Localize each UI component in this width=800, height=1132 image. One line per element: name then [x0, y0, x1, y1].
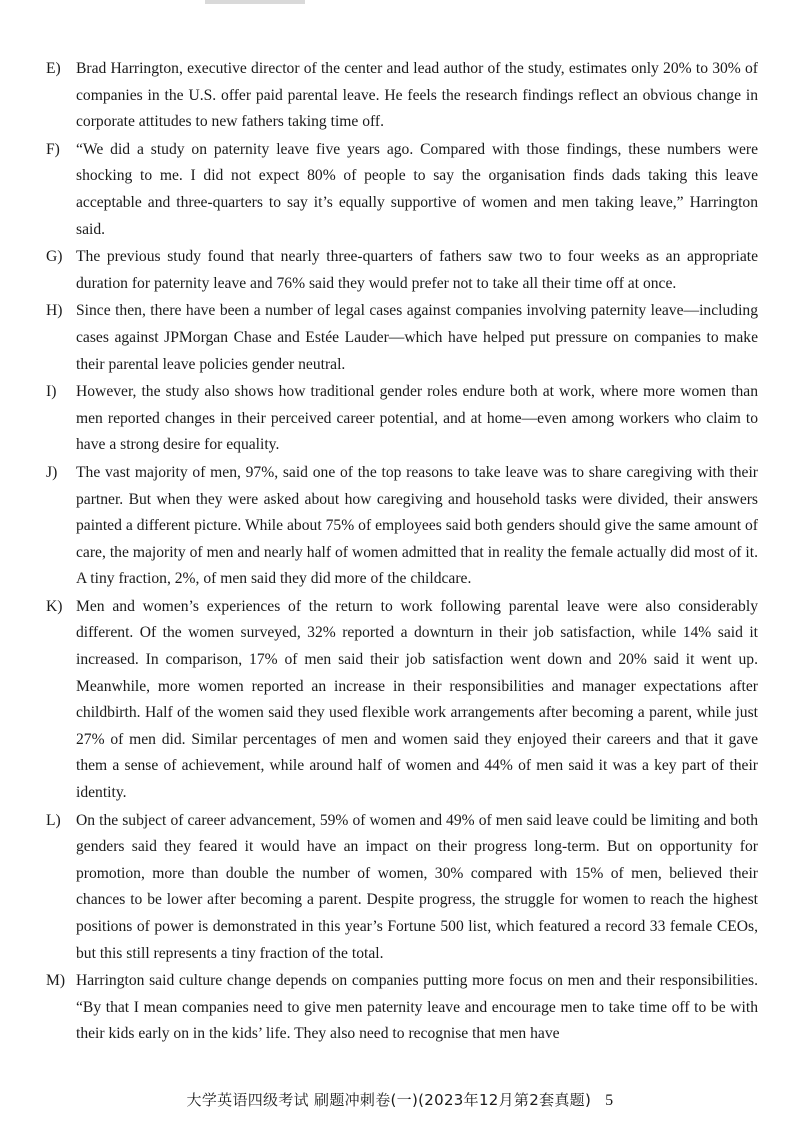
paragraph-text: Brad Harrington, executive director of the center and lead author of the study, estimates only 20% to 30% of companies in the U.S. offer paid parental leave. He feels the research findings reflect an obvious change in corporate attitudes to new fathers taking time off.	[76, 60, 758, 131]
footer-title: 大学英语四级考试 刷题冲刺卷(一)(2023年12月第2套真题)	[186, 1091, 592, 1109]
paragraph-text: On the subject of career advancement, 59% of women and 49% of men said leave could be limiting and both genders said they feared it would have an impact on their progress long-term. But on opportunity for promotion, more than double the number of women, 30% compared with 15% of men, believed their chances to be lower after becoming a parent. Despite progress, the struggle for women to reach the highest positions of power is demonstrated in this year’s Fortune 500 list, which featured a record 33 female CEOs, but this still represents a tiny fraction of the total.	[76, 811, 758, 962]
paragraph-label: M)	[46, 972, 66, 990]
paragraph-h	[46, 298, 758, 378]
paragraph-e	[46, 56, 758, 136]
paragraph-label: H)	[46, 302, 63, 320]
page-footer	[0, 1089, 800, 1110]
scan-top-edge-mark	[205, 0, 305, 4]
document-page	[46, 56, 758, 1048]
paragraph-label: I)	[46, 383, 57, 401]
paragraph-label: E)	[46, 60, 61, 77]
paragraph-m	[46, 968, 758, 1048]
paragraph-label: L)	[46, 811, 61, 829]
paragraph-label: K)	[46, 597, 63, 615]
paragraph-text: Men and women’s experiences of the return to work following parental leave were also considerably different. Of the women surveyed, 32% reported a downturn in their job satisfaction, while 14% said it increased. In comparison, 17% of men said their job satisfaction went down and 20% said it went up. Meanwhile, more women reported an increase in their responsibilities and manager expectations after childbirth. Half of the women said they used flexible work arrangements after becoming a parent, while just 27% of men did. Similar percentages of men and women said they enjoyed their careers and that it gave them a sense of achievement, while around half of women and 44% of men said it was a key part of their identity.	[76, 597, 758, 802]
paragraph-i	[46, 379, 758, 459]
paragraph-label: F)	[46, 140, 60, 158]
paragraph-j	[46, 460, 758, 593]
paragraph-text: Harrington said culture change depends on companies putting more focus on men and their responsibilities. “By that I mean companies need to give men paternity leave and encourage men to take time off to be with their kids early on in the kids’ life. They also need to recognise that men have	[76, 972, 758, 1043]
paragraph-text: However, the study also shows how traditional gender roles endure both at work, where more women than men reported changes in their perceived career potential, and at home—even among workers who claim to have a strong desire for equality.	[76, 383, 758, 454]
paragraph-f	[46, 137, 758, 243]
paragraph-text: The previous study found that nearly three-quarters of fathers saw two to four weeks as an appropriate duration for paternity leave and 76% said they would prefer not to take all their time off at once.	[76, 248, 758, 292]
paragraph-k	[46, 594, 758, 807]
paragraph-l	[46, 808, 758, 968]
paragraph-text: “We did a study on paternity leave five years ago. Compared with those findings, these numbers were shocking to me. I did not expect 80% of people to say the organisation finds dads taking this leave acceptable and three-quarters to say it’s equally supportive of women and men taking leave,” Harrington said.	[76, 140, 758, 238]
page-number: 5	[605, 1092, 614, 1109]
paragraph-text: The vast majority of men, 97%, said one of the top reasons to take leave was to share caregiving with their partner. But when they were asked about how caregiving and household tasks were divided, their answers painted a different picture. While about 75% of employees said both genders should give the same amount of care, the majority of men and nearly half of women admitted that in reality the female actually did most of it. A tiny fraction, 2%, of men said they did more of the childcare.	[76, 463, 758, 588]
paragraph-g	[46, 244, 758, 297]
paragraph-label: J)	[46, 463, 58, 481]
paragraph-label: G)	[46, 248, 63, 266]
paragraph-text: Since then, there have been a number of legal cases against companies involving paternity leave—including cases against JPMorgan Chase and Estée Lauder—which have helped put pressure on companies to make their parental leave policies gender neutral.	[76, 302, 758, 373]
